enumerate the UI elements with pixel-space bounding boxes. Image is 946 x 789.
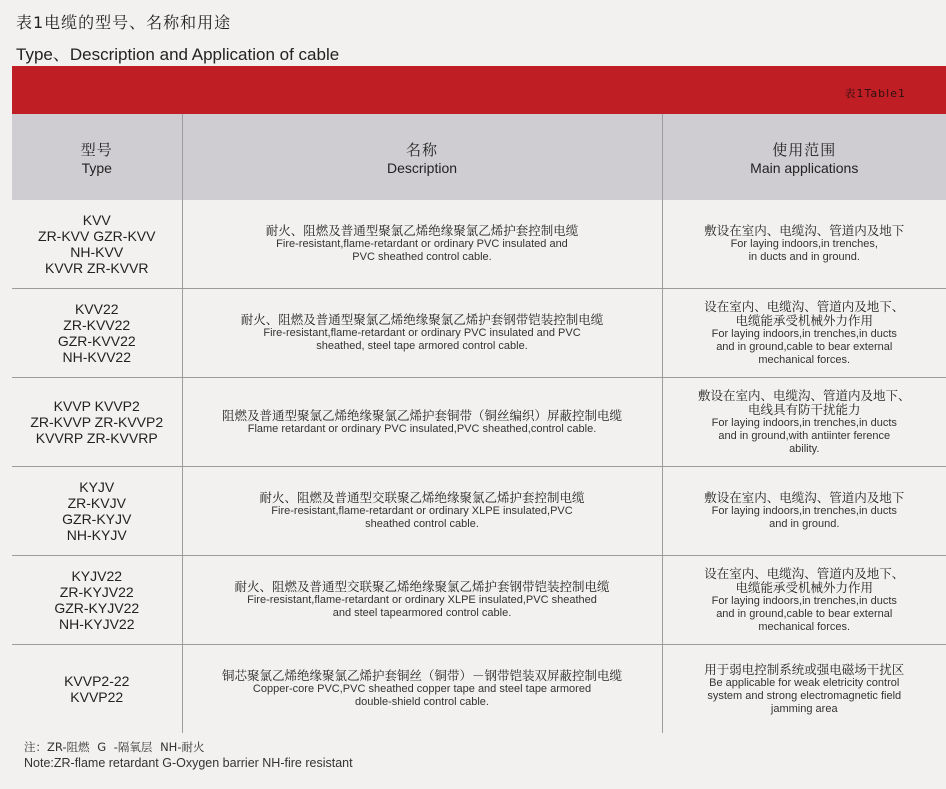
cell-description [182, 200, 662, 289]
description-en: Fire-resistant,flame-retardant or ordinary XLPE insulated,PVC [271, 505, 573, 517]
header-description [182, 114, 662, 200]
type-code: KYJV [79, 479, 115, 495]
application-en: jamming area [770, 702, 838, 715]
description-en: Flame retardant or ordinary PVC insulated,PVC sheathed,control cable. [247, 422, 597, 435]
description-zh: 阻燃及普通型聚氯乙烯绝缘聚氯乙烯护套铜带（铜丝编织）屏蔽控制电缆 [221, 407, 622, 423]
description-en: Fire-resistant,flame-retardant or ordinary XLPE insulated,PVC sheathed [247, 594, 597, 606]
application-en: in ducts and in ground. [748, 251, 860, 263]
cell-description [182, 467, 662, 556]
footnote [24, 739, 353, 771]
header-type-en: Type [81, 159, 112, 176]
description-en: Fire-resistant,flame-retardant or ordinary PVC insulated and PVC [263, 327, 581, 339]
type-code: NH-KYJV [66, 527, 127, 543]
header-desc-zh: 名称 [405, 140, 438, 159]
header-applications [662, 114, 946, 200]
table-row [12, 289, 946, 378]
cell-applications [662, 200, 946, 289]
type-code: KYJV22 [71, 568, 123, 584]
table-row [12, 200, 946, 289]
type-code: KVVP2-22 [64, 673, 130, 689]
application-en: For laying indoors,in trenches,in ducts [711, 327, 897, 340]
cell-type [12, 289, 182, 378]
table-body [12, 200, 946, 733]
table-row [12, 645, 946, 734]
cell-type [12, 200, 182, 289]
application-zh: 敷设在室内、电缆沟、管道内及地下 [704, 490, 905, 505]
cell-applications [662, 289, 946, 378]
cell-applications [662, 645, 946, 734]
type-code: GZR-KYJV [62, 511, 132, 527]
application-zh: 用于弱电控制系统或强电磁场干扰区 [704, 661, 905, 677]
application-en: For laying indoors,in trenches, [730, 238, 878, 250]
application-en: system and strong electromagnetic field [707, 689, 902, 702]
application-zh: 敷设在室内、电缆沟、管道内及地下 [704, 223, 905, 238]
table-tag: 表1Table1 [844, 87, 906, 100]
type-list [16, 301, 178, 365]
cell-description [182, 645, 662, 734]
table-row [12, 467, 946, 556]
description-zh: 耐火、阻燃及普通型聚氯乙烯绝缘聚氯乙烯护套钢带铠装控制电缆 [240, 312, 604, 327]
cell-description [182, 378, 662, 467]
type-code: KVVR ZR-KVVR [45, 260, 149, 276]
cable-table [12, 114, 946, 733]
application-en: and in ground,with antiinter ference [718, 429, 891, 442]
description-en: PVC sheathed control cable. [352, 251, 492, 263]
cell-applications [662, 467, 946, 556]
type-code: ZR-KVJV [67, 495, 126, 511]
cell-description [182, 556, 662, 645]
application-en: and in ground. [769, 518, 840, 530]
description-en: Copper-core PVC,PVC sheathed copper tape and steel tape armored [252, 683, 592, 695]
application-zh: 电缆能承受机械外力作用 [735, 312, 873, 328]
header-desc-en: Description [386, 159, 458, 176]
cell-description [182, 289, 662, 378]
application-zh: 电线具有防干扰能力 [747, 401, 861, 417]
red-header-band [12, 66, 946, 114]
title-zh: 表1电缆的型号、名称和用途 [16, 13, 232, 32]
description-zh: 耐火、阻燃及普通型交联聚乙烯绝缘聚氯乙烯护套控制电缆 [259, 490, 585, 505]
type-list [16, 398, 178, 446]
application-zh: 设在室内、电缆沟、管道内及地下、 [704, 565, 905, 581]
table-row [12, 378, 946, 467]
cell-type [12, 467, 182, 556]
cell-applications [662, 556, 946, 645]
description-zh: 铜芯聚氯乙烯绝缘聚氯乙烯护套铜丝（铜带）－钢带铠装双屏蔽控制电缆 [221, 668, 622, 683]
type-code: ZR-KVVP ZR-KVVP2 [30, 414, 164, 430]
header-type-zh: 型号 [80, 140, 113, 159]
cell-type [12, 378, 182, 467]
table-header-row [12, 114, 946, 200]
header-app-en: Main applications [750, 159, 859, 176]
application-zh: 敷设在室内、电缆沟、管道内及地下、 [697, 387, 911, 403]
type-code: GZR-KVV22 [57, 333, 136, 349]
type-code: NH-KVV22 [62, 349, 131, 365]
type-code: KVVP KVVP2 [53, 398, 140, 414]
application-en: For laying indoors,in trenches,in ducts [711, 594, 897, 607]
cell-type [12, 645, 182, 734]
application-zh: 设在室内、电缆沟、管道内及地下、 [704, 298, 905, 314]
type-code: GZR-KYJV22 [54, 600, 140, 616]
description-en: double-shield control cable. [355, 696, 489, 708]
description-en: sheathed control cable. [365, 518, 479, 530]
application-en: ability. [789, 442, 820, 455]
type-code: KVVP22 [70, 689, 124, 705]
description-zh: 耐火、阻燃及普通型交联聚乙烯绝缘聚氯乙烯护套钢带铠装控制电缆 [234, 579, 610, 594]
type-code: KVV22 [74, 301, 119, 317]
type-code: KVVRP ZR-KVVRP [35, 430, 158, 446]
application-zh: 电缆能承受机械外力作用 [735, 579, 873, 595]
header-type [12, 114, 182, 200]
type-code: NH-KVV [70, 244, 124, 260]
type-code: ZR-KVV22 [63, 317, 131, 333]
type-code: NH-KYJV22 [59, 616, 135, 632]
type-list [16, 212, 178, 276]
application-en: For laying indoors,in trenches,in ducts [711, 505, 897, 517]
application-en: Be applicable for weak eletricity control [709, 676, 900, 689]
type-list [16, 479, 178, 543]
application-en: mechanical forces. [758, 620, 851, 633]
footnote-en: Note:ZR-flame retardant G-Oxygen barrier NH-fire resistant [24, 756, 353, 770]
type-code: ZR-KVV GZR-KVV [38, 228, 156, 244]
type-code: KVV [82, 212, 111, 228]
application-en: and in ground,cable to bear external [716, 607, 893, 620]
type-list [16, 568, 178, 632]
description-zh: 耐火、阻燃及普通型聚氯乙烯绝缘聚氯乙烯护套控制电缆 [265, 223, 579, 238]
title-en: Type、Description and Application of cable [16, 45, 340, 64]
type-list [16, 673, 178, 705]
footnote-zh: 注：ZR-阻燃 G -隔氧层 NH-耐火 [24, 740, 205, 754]
application-en: and in ground,cable to bear external [716, 340, 893, 353]
table-row [12, 556, 946, 645]
application-en: mechanical forces. [758, 353, 851, 366]
cell-applications [662, 378, 946, 467]
description-en: and steel tapearmored control cable. [332, 607, 512, 619]
description-en: sheathed, steel tape armored control cable. [316, 340, 528, 352]
header-app-zh: 使用范围 [772, 140, 837, 159]
description-en: Fire-resistant,flame-retardant or ordinary PVC insulated and [276, 238, 568, 250]
cell-type [12, 556, 182, 645]
application-en: For laying indoors,in trenches,in ducts [711, 416, 897, 429]
type-code: ZR-KYJV22 [59, 584, 134, 600]
